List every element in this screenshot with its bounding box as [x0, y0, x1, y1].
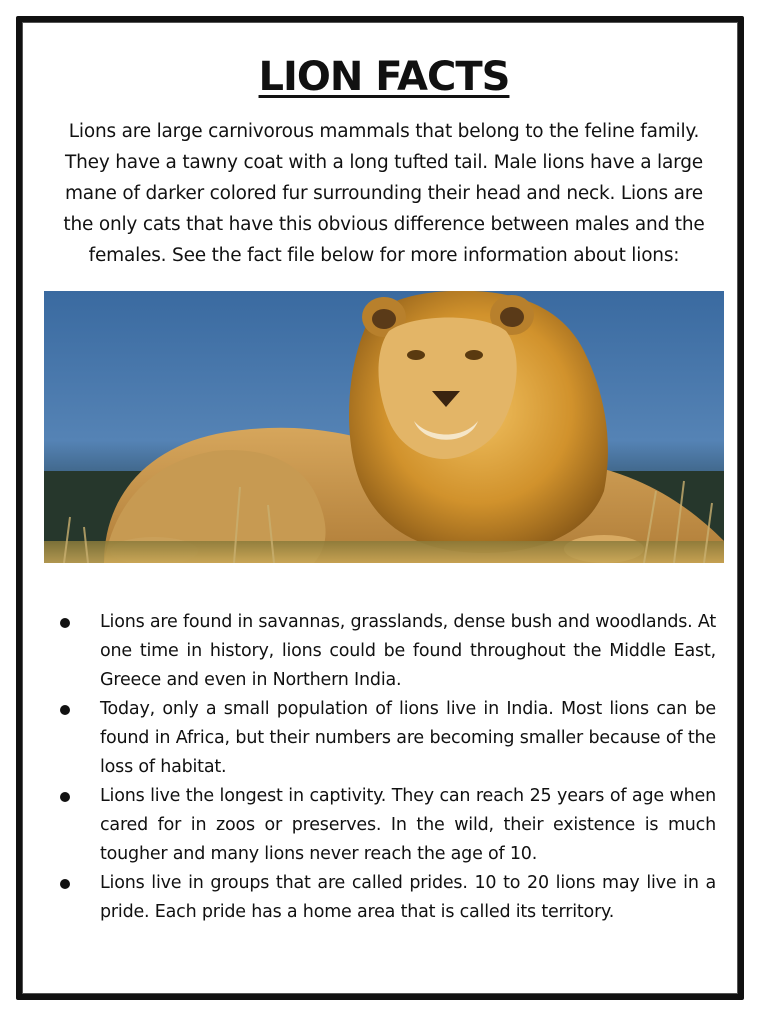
- bullet-icon: [60, 705, 70, 715]
- page-title: [0, 54, 768, 100]
- fact-text: Lions live in groups that are called prides. 10 to 20 lions may live in a pride. Each pride has a home area that is called its territory.: [100, 873, 716, 922]
- bullet-icon: [60, 618, 70, 628]
- list-item: [56, 869, 716, 927]
- list-item: [56, 782, 716, 869]
- facts-list: [56, 608, 716, 927]
- lion-image: [44, 291, 724, 563]
- title-text: LION FACTS: [258, 54, 510, 100]
- fact-text: Lions are found in savannas, grasslands, dense bush and woodlands. At one time in history, lions could be found throughout the Middle East, Greece and even in Northern India.: [100, 612, 717, 690]
- fact-text: Lions live the longest in captivity. They can reach 25 years of age when cared for in zoos or preserves. In the wild, their existence is much tougher and many lions never reach the age of 10.: [100, 786, 716, 864]
- lion-photo: [44, 291, 724, 563]
- list-item: [56, 608, 716, 695]
- bullet-icon: [60, 879, 70, 889]
- bullet-icon: [60, 792, 70, 802]
- fact-text: Today, only a small population of lions live in India. Most lions can be found in Africa, but their numbers are becoming smaller because of the loss of habitat.: [100, 699, 716, 777]
- intro-paragraph: Lions are large carnivorous mammals that belong to the feline family. They have a tawny coat with a long tufted tail. Male lions have a large mane of darker colored fur surrounding their head and neck. Lions are the only cats that have this obvious difference between males and the females. See the fact file below for more information about lions:: [63, 121, 705, 266]
- list-item: [56, 695, 716, 782]
